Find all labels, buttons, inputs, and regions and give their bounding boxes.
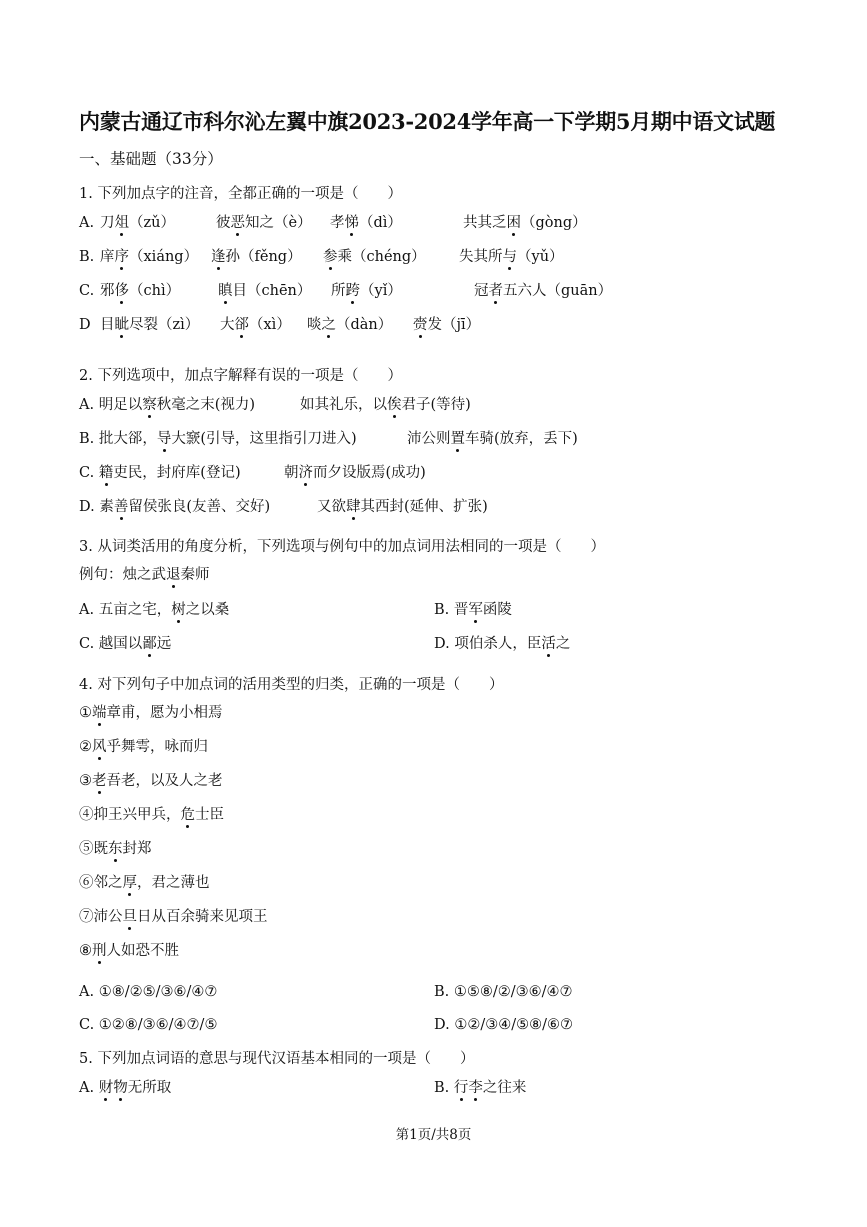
q1-option-c-label: C.: [79, 283, 95, 299]
q1-option-c-item: 冠者五六人（guān）: [474, 283, 613, 299]
dotted-char: 老: [92, 773, 107, 789]
document-title: 内蒙古通辽市科尔沁左翼中旗2023-2024学年高一下学期5月期中语文试题: [79, 109, 776, 134]
q2-option-d: D. 素善留侯张良(友善、交好): [79, 499, 271, 515]
dotted-char: 东: [108, 841, 123, 857]
q5-a-dotted-word: [99, 1080, 128, 1096]
dotted-char: 眦: [114, 317, 129, 333]
dotted-char: 风: [92, 739, 107, 755]
q5-option-a: A. 财物无所取: [79, 1080, 172, 1096]
dotted-char: 困: [506, 215, 521, 231]
q3-example: 例句：烛之武退秦师: [79, 567, 210, 583]
q3-option-a: A. 五亩之宅，树之以桑: [79, 602, 230, 618]
dotted-char: 籍: [98, 465, 114, 481]
dotted-char: 察: [142, 397, 157, 413]
dotted-char: 济: [298, 465, 313, 481]
q1-option-d-item: 赍发（jī）: [413, 317, 481, 333]
q1-option-d-item: 啖之（dàn）: [307, 317, 393, 333]
q4-item: ①端章甫，愿为小相焉: [79, 705, 223, 721]
dotted-char: 与: [502, 249, 517, 265]
q1-option-c-item: 所跨（yǐ）: [331, 283, 402, 299]
dotted-char: 恶: [230, 215, 245, 231]
dotted-char: 置: [450, 431, 465, 447]
q4-item: ⑦沛公旦日从百余骑来见项王: [79, 909, 268, 925]
q4-item: ②风乎舞雩，咏而归: [79, 739, 208, 755]
q1-option-b-item: 参乘（chéng）: [323, 249, 426, 265]
q1-option-b-item: 逢孙（fěng）: [211, 249, 302, 265]
q1-option-c-item: 邪侈（chì）: [100, 283, 181, 299]
q5-b-dotted-word: [454, 1080, 483, 1096]
q4-item: ⑥邻之厚，君之薄也: [79, 875, 210, 891]
q1-option-d-label: D: [79, 317, 91, 333]
dotted-char: 悌: [344, 215, 359, 231]
dotted-char: 李: [468, 1080, 483, 1096]
q2-option-a: A. 明足以察秋毫之末(视力): [79, 397, 256, 413]
q2-option-b: B. 批大郤，导大窾(引导，这里指引刀进入): [79, 431, 357, 447]
q4-item: ⑧刑人如恐不胜: [79, 943, 179, 959]
page-footer: 第1页/共8页: [395, 1127, 472, 1143]
q4-option-a: A. ①⑧/②⑤/③⑥/④⑦: [79, 984, 218, 1000]
q4-stem: 4. 对下列句子中加点词的活用类型的归类，正确的一项是（ ）: [79, 677, 504, 693]
dotted-char: 刑: [92, 943, 107, 959]
q4-item: ⑤既东封郑: [79, 841, 152, 857]
q2-option-c: C. 籍吏民，封府库(登记): [79, 465, 241, 481]
dotted-char: 物: [113, 1080, 128, 1096]
dotted-char: 跨: [345, 283, 360, 299]
q4-item: ④抑王兴甲兵，危士臣: [79, 807, 224, 823]
q1-option-c-item: 瞋目（chēn）: [218, 283, 312, 299]
dotted-char: 财: [98, 1080, 114, 1096]
q1-option-a-label: A.: [79, 215, 95, 231]
dotted-char: 之: [321, 317, 336, 333]
dotted-char: 善: [113, 499, 129, 515]
q1-option-a-item: 刀俎（zǔ）: [100, 215, 175, 231]
dotted-char: 行: [453, 1080, 469, 1096]
dotted-char: 危: [180, 807, 195, 823]
q4-option-d: D. ①②/③④/⑤⑧/⑥⑦: [434, 1017, 573, 1033]
q1-option-b-label: B.: [79, 249, 95, 265]
q4-option-b: B. ①⑤⑧/②/③⑥/④⑦: [434, 984, 573, 1000]
dotted-char: 俎: [114, 215, 129, 231]
q1-option-b-item: 失其所与（yǔ）: [459, 249, 564, 265]
q3-option-d: D. 项伯杀人，臣活之: [434, 636, 571, 652]
dotted-char: 侈: [114, 283, 129, 299]
dotted-char: 郤: [234, 317, 249, 333]
q2-option-a-second: 如其礼乐，以俟君子(等待): [300, 397, 471, 413]
q2-option-b-second: 沛公则置车骑(放弃，丢下): [407, 431, 578, 447]
q1-option-a-item: 孝悌（dì）: [330, 215, 402, 231]
q2-option-d-second: 又欲肆其西封(延伸、扩张): [317, 499, 488, 515]
dotted-char: 瞋: [218, 283, 233, 299]
section-heading: 一、基础题（33分）: [79, 150, 223, 168]
dotted-char: 旦: [122, 909, 137, 925]
q2-option-c-second: 朝济而夕设版焉(成功): [284, 465, 426, 481]
q1-option-b-item: 庠序（xiáng）: [100, 249, 199, 265]
dotted-char: 赍: [413, 317, 428, 333]
q3-option-b: B. 晋军函陵: [434, 602, 512, 618]
q3-option-c: C. 越国以鄙远: [79, 636, 172, 652]
dotted-char: 肆: [346, 499, 361, 515]
q5-option-b: B. 行李之往来: [434, 1080, 527, 1096]
dotted-char: 参: [323, 249, 338, 265]
q1-option-d-item: 大郤（xì）: [220, 317, 291, 333]
dotted-char: 者: [488, 283, 503, 299]
dotted-char: 端: [92, 705, 107, 721]
dotted-char: 厚: [122, 875, 137, 891]
dotted-char: 俟: [387, 397, 402, 413]
q1-option-a-item: 彼恶知之（è）: [216, 215, 312, 231]
dotted-char: 序: [114, 249, 129, 265]
dotted-char: 导: [156, 431, 172, 447]
dotted-char: 逢: [211, 249, 226, 265]
q5-stem: 5. 下列加点词语的意思与现代汉语基本相同的一项是（ ）: [79, 1051, 475, 1067]
q3-stem: 3. 从词类活用的角度分析，下列选项与例句中的加点词用法相同的一项是（ ）: [79, 539, 605, 555]
q4-item: ③老吾老，以及人之老: [79, 773, 223, 789]
q4-option-c: C. ①②⑧/③⑥/④⑦/⑤: [79, 1017, 218, 1033]
q2-stem: 2. 下列选项中，加点字解释有误的一项是（ ）: [79, 368, 402, 384]
q1-option-d-item: 目眦尽裂（zì）: [100, 317, 200, 333]
q1-stem: 1. 下列加点字的注音，全都正确的一项是（ ）: [79, 186, 402, 202]
q1-option-a-item: 共其乏困（gòng）: [463, 215, 587, 231]
